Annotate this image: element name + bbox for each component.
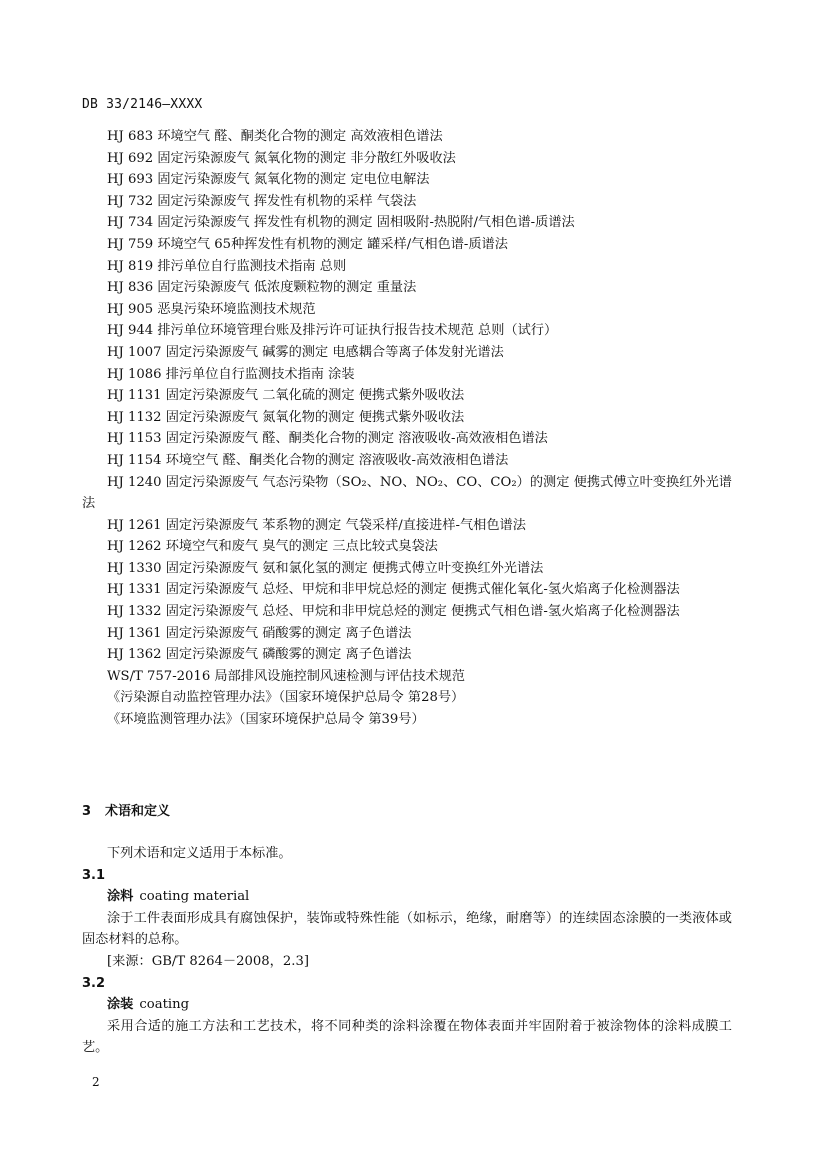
reference-item: HJ 1153 固定污染源废气 醛、酮类化合物的测定 溶液吸收-高效液相色谱法 [107, 431, 548, 447]
reference-item: HJ 1331 固定污染源废气 总烃、甲烷和非甲烷总烃的测定 便携式催化氧化-氢火焰离子化检测器法 [107, 582, 680, 598]
reference-item: HJ 1132 固定污染源废气 氮氧化物的测定 便携式紫外吸收法 [107, 409, 465, 425]
reference-item: HJ 1261 固定污染源废气 苯系物的测定 气袋采样/直接进样-气相色谱法 [107, 517, 526, 533]
term-title [82, 994, 732, 1016]
section-number: 3 [82, 804, 92, 819]
reference-item: HJ 1086 排污单位自行监测技术指南 涂装 [107, 366, 355, 382]
term-number: 3.1 [82, 867, 106, 883]
reference-item: HJ 1007 固定污染源废气 碱雾的测定 电感耦合等离子体发射光谱法 [107, 344, 504, 360]
page-number: 2 [92, 1075, 100, 1089]
term-name-en: coating [139, 997, 190, 1013]
term-definition: 涂于工件表面形成具有腐蚀保护，装饰或特殊性能（如标示，绝缘，耐磨等）的连续固态涂膜的一类液体或固态材料的总称。 [82, 910, 732, 948]
section-title: 术语和定义 [105, 804, 171, 819]
reference-item: HJ 759 环境空气 65种挥发性有机物的测定 罐采样/气相色谱-质谱法 [107, 236, 508, 252]
term-source: [来源：GB/T 8264－2008，2.3] [107, 953, 309, 969]
reference-item: HJ 836 固定污染源废气 低浓度颗粒物的测定 重量法 [107, 280, 417, 296]
reference-item: HJ 1362 固定污染源废气 磷酸雾的测定 离子色谱法 [107, 647, 412, 663]
reference-item: HJ 1332 固定污染源废气 总烃、甲烷和非甲烷总烃的测定 便携式气相色谱-氢火焰离子化检测器法 [107, 604, 680, 620]
normative-references-list [82, 126, 732, 731]
reference-item: HJ 944 排污单位环境管理台账及排污许可证执行报告技术规范 总则（试行） [107, 323, 558, 339]
reference-item: HJ 1131 固定污染源废气 二氧化硫的测定 便携式紫外吸收法 [107, 388, 465, 404]
reference-item: HJ 1240 固定污染源废气 气态污染物（SO₂、NO、NO₂、CO、CO₂）的测定 便携式傅立叶变换红外光谱法 [82, 474, 732, 512]
reference-item: WS/T 757-2016 局部排风设施控制风速检测与评估技术规范 [107, 668, 465, 684]
term-definition: 采用合适的施工方法和工艺技术，将不同种类的涂料涂覆在物体表面并牢固附着于被涂物体的涂料成膜工艺。 [82, 1018, 732, 1056]
reference-item: HJ 1330 固定污染源废气 氨和氯化氢的测定 便携式傅立叶变换红外光谱法 [107, 560, 544, 576]
document-header-id: DB 33/2146—XXXX [82, 97, 203, 112]
reference-item: HJ 905 恶臭污染环境监测技术规范 [107, 301, 316, 317]
reference-item: HJ 732 固定污染源废气 挥发性有机物的采样 气袋法 [107, 193, 417, 209]
term-name-zh: 涂装 [107, 997, 134, 1013]
term-name-en: coating material [139, 889, 250, 905]
section-heading [82, 800, 170, 819]
term-name-zh: 涂料 [107, 889, 134, 905]
reference-item: 《污染源自动监控管理办法》（国家环境保护总局令 第28号） [107, 690, 465, 706]
term-number: 3.2 [82, 975, 106, 991]
term-title [82, 886, 732, 908]
reference-item: 《环境监测管理办法》（国家环境保护总局令 第39号） [107, 712, 425, 728]
reference-item: HJ 1361 固定污染源废气 硝酸雾的测定 离子色谱法 [107, 625, 412, 641]
terms-body [82, 843, 732, 1059]
reference-item: HJ 734 固定污染源废气 挥发性有机物的测定 固相吸附-热脱附/气相色谱-质谱法 [107, 215, 575, 231]
reference-item: HJ 1262 环境空气和废气 臭气的测定 三点比较式臭袋法 [107, 539, 438, 555]
reference-item: HJ 693 固定污染源废气 氮氧化物的测定 定电位电解法 [107, 172, 430, 188]
section-intro: 下列术语和定义适用于本标准。 [107, 846, 292, 861]
reference-item: HJ 819 排污单位自行监测技术指南 总则 [107, 258, 347, 274]
reference-item: HJ 1154 环境空气 醛、酮类化合物的测定 溶液吸收-高效液相色谱法 [107, 452, 509, 468]
reference-item: HJ 683 环境空气 醛、酮类化合物的测定 高效液相色谱法 [107, 129, 443, 144]
reference-item: HJ 692 固定污染源废气 氮氧化物的测定 非分散红外吸收法 [107, 150, 456, 166]
